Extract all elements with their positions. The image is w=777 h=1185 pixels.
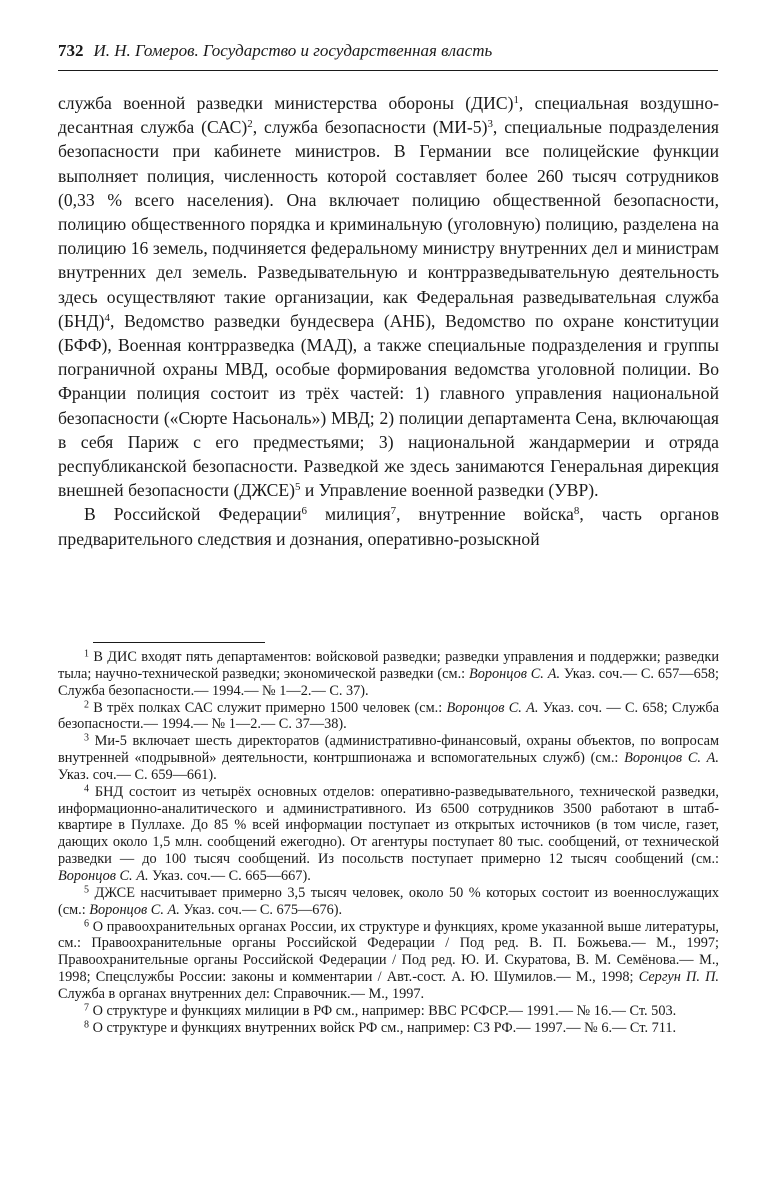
footnote-ref-5: 5 <box>295 481 301 494</box>
text-run: Указ. соч.— С. 665—667). <box>148 867 311 884</box>
text-run: В трёх полках САС служит примерно 1500 человек (см.: <box>89 699 447 716</box>
text-run: Указ. соч.— С. 675—676). <box>179 901 343 918</box>
text-run: Указ. соч. — С. 658; Служба безопасности.— 1994.— № 1—2.— С. 37—38). <box>58 699 719 733</box>
footnote-7 <box>58 1003 719 1020</box>
footnote-ref-4: 4 <box>104 311 110 324</box>
footnote-ref-2: 2 <box>247 118 253 131</box>
footnote-4 <box>58 784 719 885</box>
author-name: Воронцов С. А. <box>468 665 561 682</box>
footnote-8 <box>58 1020 719 1037</box>
footnote-ref-1: 1 <box>513 94 519 106</box>
main-text <box>58 91 719 551</box>
paragraph-1 <box>58 91 719 502</box>
text-run: милиция <box>306 504 391 525</box>
text-run: Ми-5 включает шесть директоратов (административно-финансовый, охраны объектов, по вопросам внутренней «подрывной» деятельности, контршпионажа и вспомогательных служб) (см.: <box>58 733 719 767</box>
author-name: Сергун П. П. <box>638 969 720 986</box>
footnote-ref-8: 8 <box>573 505 580 518</box>
footnote-number: 6 <box>84 918 89 929</box>
footnote-number: 1 <box>84 648 89 660</box>
footnote-separator <box>93 642 265 643</box>
text-run: ДЖСЕ насчитывает примерно 3,5 тысяч человек, около 50 % которых состоит из военнослужащих (см.: <box>58 884 719 918</box>
author-name: Воронцов С. А. <box>58 867 149 884</box>
text-run: О структуре и функциях внутренних войск РФ см., например: СЗ РФ.— 1997.— № 6.— Ст. 711. <box>89 1019 677 1036</box>
text-run: О правоохранительных органах России, их структуре и функциях, кроме указанной выше литературы, см.: Правоохранительные органы Российской Федерации / Под ред. В. П. Божьева.— М., 1997; Правоохранительные органы Российской Федерации / Под ред. Ю. И. Скуратова, В. М. Семёнова.— М., 1998; Спецслужбы России: законы и комментарии / Авт.-сост. А. Ю. Шумилов.— М., 1998; <box>58 918 719 986</box>
footnotes <box>58 649 719 1036</box>
text-run: , специальная воздушно-десантная служба (САС) <box>58 93 719 138</box>
running-title: И. Н. Гомеров. Государство и государственная власть <box>93 41 493 60</box>
footnote-5 <box>58 885 719 919</box>
footnote-number: 3 <box>84 732 89 744</box>
footnote-number: 7 <box>84 1002 89 1014</box>
text-run: О структуре и функциях милиции в РФ см., например: ВВС РСФСР.— 1991.— № 16.— Ст. 503. <box>89 1002 677 1019</box>
header-rule <box>58 70 718 71</box>
paragraph-2 <box>58 502 719 550</box>
text-run: В ДИС входят пять департаментов: войсковой разведки; разведки управления и поддержки; разведки тыла; научно-технической разведки; экономической разведки (см.: <box>58 649 719 682</box>
text-run: Указ. соч.— С. 657—658; Служба безопасности.— 1994.— № 1—2.— С. 37). <box>58 665 719 699</box>
footnote-1 <box>58 649 719 700</box>
footnote-ref-7: 7 <box>390 505 397 518</box>
running-header <box>58 38 718 64</box>
footnote-number: 4 <box>84 783 89 795</box>
text-run: , Ведомство разведки бундесвера (АНБ), Ведомство по охране конституции (БФФ), Военная контрразведка (МАД), а также специальные подразделения и группы пограничной охраны МВД, особые формирования ведомства уголовной полиции. Во Франции полиция состоит из трёх частей: 1) главного управления национальной безопасности («Сюрте Насьональ») МВД; 2) полиции департамента Сена, включающая в себя Париж с его предместьями; 3) национальной жандармерии и отряда республиканской безопасности. Разведкой же здесь занимаются Генеральная дирекция внешней безопасности (ДЖСЕ) <box>58 310 719 501</box>
author-name: Воронцов С. А. <box>89 901 180 918</box>
text-run: , внутренние войска <box>396 504 574 525</box>
author-name: Воронцов С. А. <box>624 750 719 767</box>
text-run: БНД состоит из четырёх основных отделов: оперативно-разведывательного, технической разведки, информационно-аналитического и административного. Из 6500 сотрудников 3500 работают в штаб-квартире в Пуллахе. До 85 % всей информации поступает из открытых источников (в том числе, газет, дающих около 1,5 млн. сообщений ежегодно). От агентуры поступает 80 тыс. сообщений, от технической разведки — до 100 тысяч сообщений. Из посольств поступает примерно 12 тысяч сообщений (см.: <box>58 783 719 868</box>
footnote-6 <box>58 919 719 1003</box>
footnote-3 <box>58 733 719 784</box>
footnote-ref-3: 3 <box>487 118 493 131</box>
text-run: , служба безопасности (МИ-5) <box>252 117 488 138</box>
text-run: Служба в органах внутренних дел: Справочник.— М., 1997. <box>58 985 425 1002</box>
text-run: В Российской Федерации <box>84 504 302 525</box>
footnote-number: 8 <box>84 1019 89 1031</box>
text-run: служба военной разведки министерства обороны (ДИС) <box>58 93 514 113</box>
author-name: Воронцов С. А. <box>446 699 539 716</box>
text-run: , специальные подразделения безопасности при кабинете министров. В Германии все полицейские функции выполняет полиция, численность которой составляет более 260 тысяч сотрудников (0,33 % всего населения). Она включает полицию общественной безопасности, полицию общественного порядка и криминальную (уголовную) полицию, разделена на полицию 16 земель, подчиняется федеральному министру внутренних дел и министрам внутренних дел земель. Разведывательную и контрразведывательную деятельность здесь осуществляют такие организации, как Федеральная разведывательная служба (БНД) <box>58 117 719 331</box>
footnote-2 <box>58 700 719 734</box>
text-run: , часть органов предварительного следствия и дознания, оперативно-розыскной <box>58 504 720 549</box>
footnote-number: 2 <box>84 699 89 711</box>
text-run: и Управление военной разведки (УВР). <box>300 480 599 501</box>
footnote-number: 5 <box>84 884 89 896</box>
text-run: Указ. соч.— С. 659—661). <box>58 766 217 783</box>
footnote-ref-6: 6 <box>301 505 307 518</box>
page-number: 732 <box>58 41 84 60</box>
